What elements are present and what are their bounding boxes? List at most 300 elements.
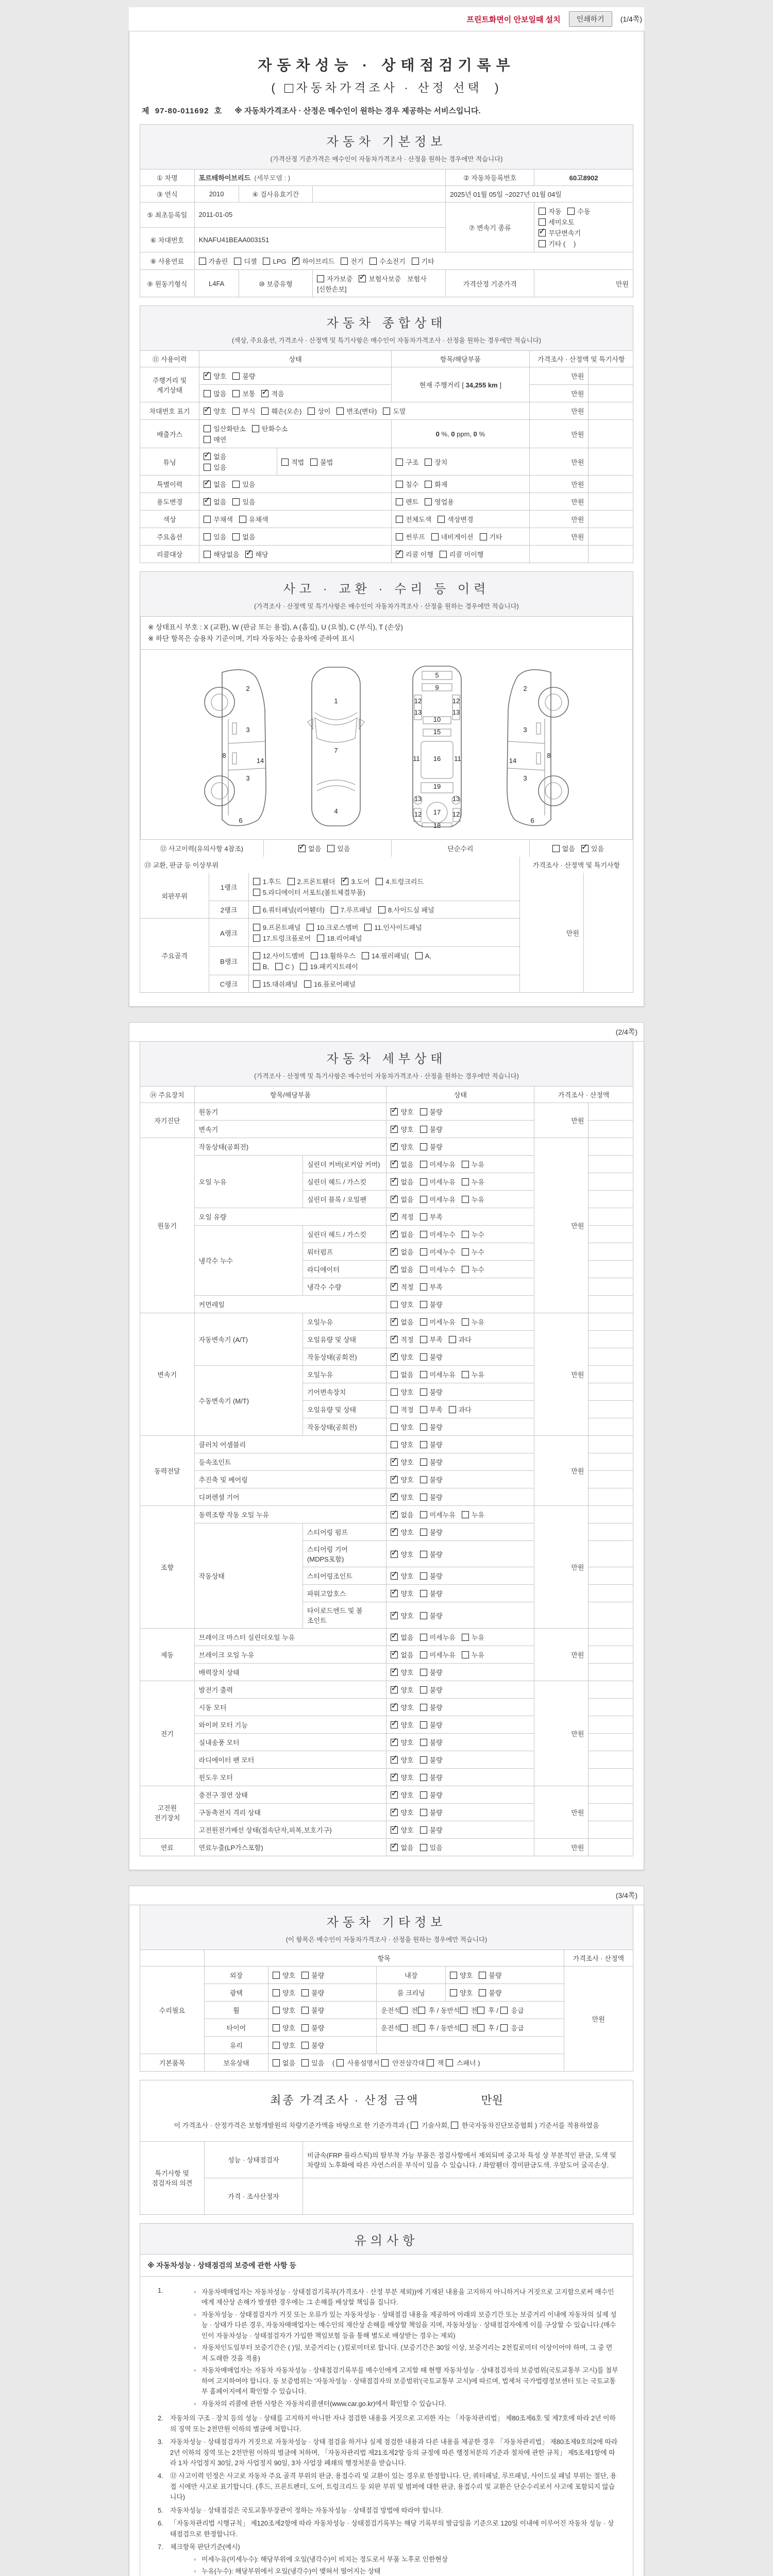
check-option: 14.필러패널( (362, 951, 409, 960)
checkbox-icon (420, 1721, 427, 1728)
checkbox-icon (411, 2122, 418, 2129)
extra-cell (589, 1602, 633, 1629)
check-option: ✓ 해당 (245, 549, 268, 559)
extra-cell (589, 1821, 633, 1839)
checkbox-icon (462, 1266, 469, 1273)
price-cell: 만원 (529, 420, 589, 448)
checkbox-icon (420, 1423, 427, 1431)
row-label: 외장 (204, 1967, 268, 1984)
checkbox-icon (391, 1126, 398, 1133)
checkbox-icon (420, 1196, 427, 1203)
subitem-cell: 스티어링 기어(MDPS포함) (303, 1541, 386, 1567)
row-label: 성능 · 상태점검자 (204, 2142, 303, 2178)
check-option: 미세누유 (420, 1510, 456, 1519)
tr-el (140, 2002, 633, 2019)
col-header: ⑪ 사용이력 (140, 351, 199, 367)
tbody-el (140, 873, 633, 992)
check-option: 불량 (420, 1352, 443, 1362)
state-cell (377, 2002, 564, 2019)
check-option: 누수 (462, 1264, 484, 1274)
checkbox-icon (253, 952, 260, 959)
panel-rank-table (140, 873, 633, 992)
final-price-note (140, 2113, 633, 2142)
check-option: 9.프론트패널 (253, 922, 301, 932)
span-el: 97-80-011692 (155, 107, 209, 115)
tr-el (140, 493, 633, 511)
checkbox-icon (440, 551, 447, 558)
check-option: 불량 (232, 371, 255, 381)
checkbox-icon (253, 889, 260, 896)
diagram-part-number: 2 (523, 685, 527, 693)
check-option: 미세누유 (420, 1194, 456, 1204)
checkbox-icon (301, 2007, 309, 2014)
checkbox-icon (449, 1336, 456, 1343)
checkbox-icon (391, 1196, 398, 1203)
path-el (228, 768, 265, 770)
checkbox-icon (301, 1972, 309, 1979)
section-note: (가격산정 기준가격은 매수인이 자동차가격조사 · 산정을 원하는 경우에만 적습니다) (270, 156, 503, 163)
path-el (317, 780, 355, 785)
check-option: 불량 (479, 1988, 501, 1997)
checkbox-icon (412, 258, 419, 265)
check-option: 부족 (420, 1212, 443, 1222)
checkbox-icon (420, 1459, 427, 1466)
extra-cell (589, 1138, 633, 1156)
extra-cell (589, 1243, 633, 1261)
page-2 (129, 1041, 644, 1870)
tr-el (140, 351, 633, 367)
check-option: 세미오토 (539, 217, 574, 227)
item-cell: 충전구 절연 상태 (194, 1786, 386, 1804)
checkbox-icon (239, 516, 246, 523)
print-preview-canvas (0, 7, 773, 2576)
state-cell (386, 1103, 534, 1121)
subitem-cell: 오일유량 및 상태 (303, 1401, 386, 1418)
text: ) (488, 81, 502, 94)
checkbox-icon (391, 1704, 398, 1711)
subitem-cell: 작동상태(공회전) (303, 1418, 386, 1436)
overall-state-table (140, 351, 633, 563)
state-cell (386, 1261, 534, 1278)
extra-cell (589, 546, 633, 563)
tr-el (140, 1138, 633, 1156)
check-option: 불량 (420, 1475, 443, 1484)
check-option: 적법 (281, 457, 304, 467)
check-option (446, 2059, 456, 2067)
check-option: ✓양호 (391, 1611, 413, 1620)
extra-cell (589, 1208, 633, 1226)
extra-cell (589, 511, 633, 528)
check-option: 누유 (462, 1194, 484, 1204)
device-group-label: 조향 (140, 1506, 194, 1629)
check-option: 5.라디에이터 서포트(볼트체결부품) (253, 887, 365, 897)
check-option: 상이 (308, 406, 330, 416)
label-cell: ⑩ 보증유형 (239, 270, 312, 297)
subitem-cell: 워터펌프 (303, 1243, 386, 1261)
row-label: 리콜대상 (140, 546, 199, 563)
extra-cell (589, 1769, 633, 1786)
label-cell: ⑨ 원동기형식 (140, 270, 194, 297)
state-cell (386, 1121, 534, 1138)
check-option: 불량 (420, 1299, 443, 1309)
checkbox-icon (204, 498, 211, 505)
section-final-price (140, 2080, 633, 2215)
tr-el (140, 402, 633, 420)
checkbox-icon (462, 1511, 469, 1518)
subitem-cell: 타이로드엔드 및 볼 조인트 (303, 1602, 386, 1629)
document-number (142, 105, 222, 116)
checkbox-icon (420, 1178, 427, 1185)
checkbox-icon (391, 1721, 398, 1728)
check-option: ✓ 없음 (391, 1842, 413, 1852)
check-option: 불량 (420, 1720, 443, 1730)
col-header: 가격조사 · 산정액 및 특기사항 (529, 351, 633, 367)
text: / (494, 2007, 500, 2015)
extra-cell (589, 385, 633, 402)
check-option: 불량 (420, 1527, 443, 1537)
abnormal-header-table (140, 857, 633, 873)
price-cell: 만원 (519, 873, 583, 992)
checkbox-icon (307, 924, 314, 931)
circle-el (205, 687, 234, 717)
checkbox-icon (420, 1686, 427, 1693)
cautions-subtitle-1: ※ 자동차성능 · 상태점검의 보증에 관한 사항 등 (140, 2255, 633, 2277)
car-side-left-diagram (196, 661, 274, 831)
row-label: 배출가스 (140, 420, 199, 448)
state-cell (386, 1278, 534, 1296)
div-el (199, 448, 277, 475)
checkbox-icon (311, 952, 318, 959)
diagram-part-number: 3 (523, 774, 527, 783)
check-option: 있음 (204, 532, 226, 541)
item-cell: 원동기 (194, 1103, 386, 1121)
col-header: 상태 (199, 351, 392, 367)
basic-info-table (140, 170, 633, 297)
section-accident-header (140, 572, 633, 617)
checkbox-icon (462, 1318, 469, 1326)
checkbox-icon (420, 1301, 427, 1308)
checkbox-icon (317, 275, 324, 282)
state-cell (248, 947, 519, 975)
checkbox-icon (273, 2007, 280, 2014)
state-cell (386, 1401, 534, 1418)
check-option: 불량 (301, 2040, 324, 2050)
state-cell (199, 420, 392, 448)
check-option: 기타 (412, 256, 434, 266)
checkbox-icon (396, 551, 403, 558)
state-cell (386, 1173, 534, 1191)
extra-cell (589, 1173, 633, 1191)
checkbox-icon (204, 408, 211, 415)
cautions-body-1 (140, 2277, 633, 2576)
car-bottom-diagram (398, 661, 476, 831)
text: 전 (411, 2007, 418, 2015)
service-note: ※ 자동차가격조사 · 산정은 매수인이 원하는 경우 제공하는 서비스입니다. (234, 107, 481, 115)
checkbox-icon (420, 1791, 427, 1799)
check-option (418, 2024, 428, 2032)
text: % (477, 430, 485, 438)
text: 잭 (437, 2059, 446, 2067)
path-el (228, 741, 265, 743)
extra-cell (589, 1488, 633, 1506)
check-option: 과다 (449, 1334, 472, 1344)
item-cell: 배력장치 상태 (194, 1664, 386, 1681)
checkbox-icon (462, 1634, 469, 1641)
tr-el (140, 1629, 633, 1646)
check-option: 없음 (273, 2058, 295, 2067)
check-option: 불량 (301, 1970, 324, 1980)
value-text: 0 (473, 430, 477, 438)
section-title: 자동차 기타정보 (326, 1916, 447, 1930)
state-cell (386, 1567, 534, 1585)
path-el (315, 718, 357, 742)
checkbox-icon (369, 258, 377, 265)
tr-el (140, 2178, 633, 2214)
section-title: 자동차 기본정보 (326, 135, 447, 149)
check-option: 불량 (420, 1492, 443, 1502)
checkbox-icon (273, 2059, 280, 2066)
state-cell (386, 1716, 534, 1734)
row-label: 유리 (204, 2037, 268, 2054)
check-option: ✓ 양호 (391, 1825, 413, 1835)
check-option: 13.휠하우스 (311, 951, 356, 960)
check-option: ✓ 없음 (391, 1247, 413, 1257)
check-option: 많음 (204, 388, 226, 398)
checkbox-icon (420, 1774, 427, 1781)
checkbox-icon (391, 1774, 398, 1781)
device-group-label: 연료 (140, 1839, 194, 1856)
extra-cell (589, 1383, 633, 1401)
check-option: ✓ 양호 (391, 1142, 413, 1151)
checkbox-icon (420, 1809, 427, 1816)
checkbox-icon (396, 516, 403, 523)
price-cell: 만원 (529, 385, 589, 402)
checkbox-icon (539, 229, 546, 236)
tr-el (140, 528, 633, 546)
check-option: 불량 (301, 2005, 324, 2015)
rank-label: B랭크 (209, 947, 248, 975)
value-text: 0 (435, 430, 440, 438)
section-overall-header (140, 306, 633, 351)
checkbox-icon (273, 1972, 280, 1979)
extra-cell (589, 1436, 633, 1453)
state-cell (268, 1967, 377, 1984)
extra-cell (589, 420, 633, 448)
page-marker-3: (3/4쪽) (129, 1886, 644, 1905)
check-option: 자동 (539, 206, 561, 216)
circle-el (545, 694, 562, 710)
state-cell (386, 1191, 534, 1208)
caution-subitem: ◦ 자동차인도일부터 보증기간은 ( )일, 보증거리는 ( )킬로미터로 합니다. (보증기간은 30일 이상, 보증거리는 2천킬로미터 이상이어야 하며, 그 중 먼저 도래한 것을 적용) (194, 2343, 618, 2364)
checkbox-icon (273, 2042, 280, 2049)
check-option: 있음 (232, 497, 255, 506)
checkbox-icon (362, 952, 369, 959)
checkbox-icon (232, 498, 240, 505)
text: ) (572, 240, 576, 248)
checkbox-icon (391, 1529, 398, 1536)
text: 후 (428, 2007, 435, 2015)
checkbox-icon (396, 459, 403, 466)
row-label: 내장 (377, 1967, 446, 1984)
text: 응급 (511, 2024, 524, 2032)
tr-el (140, 2019, 633, 2037)
text: ppm, (455, 430, 474, 438)
col-header (140, 1950, 204, 1967)
checkbox-icon (391, 1231, 398, 1238)
rect-el (232, 723, 237, 734)
diagram-part-number: 1 (334, 697, 338, 705)
check-option: 미세누수 (420, 1229, 456, 1239)
checkbox-icon (391, 1248, 398, 1256)
check-option: ✓ 양호 (391, 1527, 413, 1537)
checkbox-icon (450, 1972, 457, 1979)
check-option (381, 2059, 391, 2067)
check-option: ✓ 양호 (391, 1667, 413, 1677)
checkbox-icon (199, 258, 206, 265)
check-option: 1.후드 (253, 876, 281, 886)
price-cell (529, 546, 589, 563)
checkbox-icon (391, 1266, 398, 1273)
value-cell: 2010 (194, 186, 239, 202)
checkbox-icon (420, 1353, 427, 1361)
section-etc-info (140, 1905, 633, 2072)
checkbox-icon (420, 1108, 427, 1115)
diagram-part-number: 14 (509, 757, 517, 765)
checkbox-icon (252, 425, 259, 432)
checkbox-icon (253, 935, 260, 942)
state-cell (268, 2037, 377, 2054)
print-button[interactable]: 인쇄하기 (569, 11, 612, 27)
checkbox-icon (420, 1826, 427, 1834)
state-cell (386, 1734, 534, 1751)
checkbox-icon (261, 408, 268, 415)
caution-item (158, 2285, 618, 2411)
tr-el (140, 1950, 633, 1967)
checkbox-icon (462, 1248, 469, 1256)
checkbox-icon (391, 1651, 398, 1658)
tr-el (140, 270, 633, 297)
extra-cell (589, 493, 633, 511)
section-basic-header (140, 125, 633, 170)
item-cell: 라디에이터 팬 모터 (194, 1751, 386, 1769)
caution-number: 7. (158, 2543, 163, 2551)
caution-item (158, 2542, 618, 2576)
check-option: ✓ 없음 (391, 1264, 413, 1274)
rank-label: 1랭크 (209, 873, 248, 901)
check-option: ✓ 양호 (391, 1702, 413, 1712)
check-option: ✓ 없음 (298, 843, 321, 853)
check-option: 양호 (273, 1988, 295, 1997)
diagram-part-number: 9 (435, 684, 439, 692)
checkbox-icon (273, 2024, 280, 2031)
extra-cell (589, 1348, 633, 1366)
extra-cell (589, 1734, 633, 1751)
checkbox-icon (391, 1143, 398, 1150)
check-option: 훼손(오손) (261, 406, 301, 416)
subitem-cell: 기어변속장치 (303, 1383, 386, 1401)
value-cell: 60고8902 (534, 170, 633, 186)
checkbox-icon (391, 1686, 398, 1693)
check-option: 15.대쉬패널 (253, 979, 298, 989)
check-option: 누유 (462, 1369, 484, 1379)
tr-el (140, 1967, 633, 1984)
text: 후 (488, 2024, 495, 2032)
item-cell: 발전기 출력 (194, 1681, 386, 1699)
check-option: 불량 (420, 1807, 443, 1817)
checkbox-icon (396, 481, 403, 488)
price-cell: 만원 (529, 448, 589, 476)
state-cell (386, 1769, 534, 1786)
text: 안전삼각대 (392, 2059, 427, 2067)
value-cell: 2025년 01월 05일 ~2027년 01월 04일 (446, 186, 633, 202)
price-cell: 만원 (529, 476, 589, 493)
install-notice-link[interactable]: 프린트화면이 안보일때 설치 (466, 15, 561, 24)
section-note: (색상, 주요옵션, 가격조사 · 산정액 및 특기사항은 매수인이 자동차가격조사 · 산정을 원하는 경우에만 적습니다) (231, 337, 542, 344)
state-cell (386, 1313, 534, 1331)
check-option: 있음 (204, 462, 226, 472)
check-option: ✓ 양호 (391, 1755, 413, 1765)
checkbox-icon (396, 533, 403, 540)
checkbox-icon (479, 1989, 486, 1996)
checkbox-icon (425, 481, 432, 488)
item-cell: 연료누출(LP가스포함) (194, 1839, 386, 1856)
checkbox-icon (301, 2024, 309, 2031)
col-header: 가격조사 · 산정액 (534, 1087, 633, 1103)
state-cell (386, 1699, 534, 1716)
checkbox-icon (420, 1572, 427, 1580)
subitem-cell: 오일누유 (303, 1366, 386, 1383)
check-option: ✓ 3.도어 (341, 876, 369, 886)
checkbox-icon (337, 2059, 344, 2066)
item-cell: 작동상태 (194, 1523, 303, 1629)
check-option: 구조 (396, 457, 418, 467)
col-header: 상태 (386, 1087, 534, 1103)
price-cell: 만원 (534, 1839, 589, 1856)
check-option: 누유 (462, 1159, 484, 1169)
diagram-part-number: 3 (246, 726, 250, 734)
extra-cell (589, 1567, 633, 1585)
diagram-part-number: 16 (433, 755, 441, 763)
accident-flag-table (140, 840, 633, 857)
check-option: 미세누유 (420, 1632, 456, 1642)
diagram-part-number: 7 (334, 747, 338, 755)
state-cell (386, 1523, 534, 1541)
circle-el (211, 783, 228, 799)
extra-cell (589, 1681, 633, 1699)
check-option: 불량 (420, 1107, 443, 1116)
check-option: 불량 (420, 1588, 443, 1598)
document-subtitle (140, 78, 633, 96)
check-option: 없음 (552, 843, 575, 853)
tr-el (140, 476, 633, 493)
item-cell: 디퍼렌셜 기어 (194, 1488, 386, 1506)
check-option: 있음 (420, 1842, 443, 1852)
checkbox-icon (378, 906, 385, 913)
label-cell: ⑧ 사용연료 (140, 252, 194, 270)
state-cell (268, 1984, 377, 2002)
row-label: 타이어 (204, 2019, 268, 2037)
col-header: 가격조사 · 산정액 및 특기사항 (519, 857, 633, 873)
device-group-label: 자기진단 (140, 1103, 194, 1138)
check-option: ✓ 없음 (391, 1229, 413, 1239)
check-option: 불량 (301, 1988, 324, 1997)
checkbox-icon (253, 924, 260, 931)
checkbox-icon (391, 1441, 398, 1448)
extra-cell (589, 1523, 633, 1541)
check-option: ✓ 양호 (391, 1352, 413, 1362)
check-option: ✓ 없음 (391, 1177, 413, 1187)
circle-el (539, 687, 568, 717)
